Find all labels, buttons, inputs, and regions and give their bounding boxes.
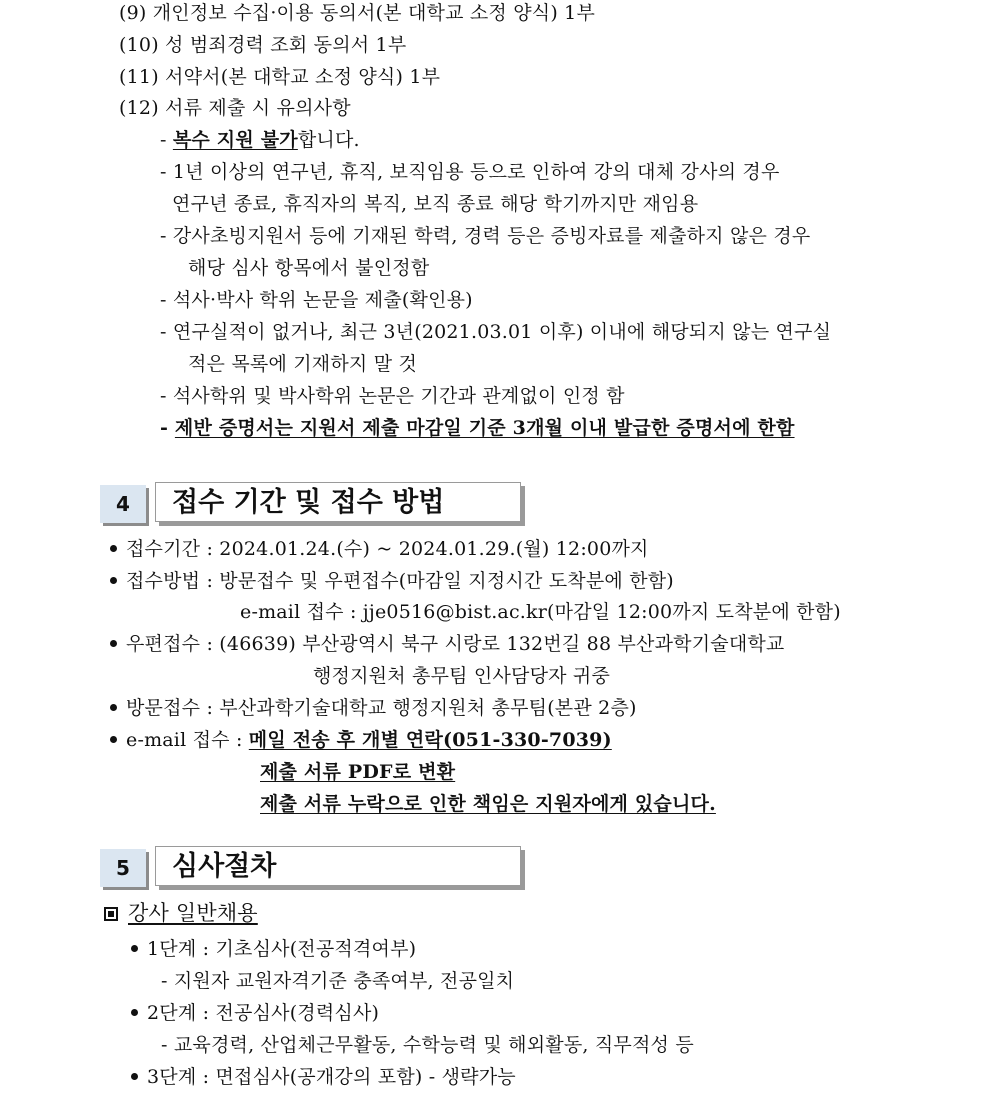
mail-reception xyxy=(110,632,784,656)
mail-reception-recipient: 행정지원처 총무팀 인사담당자 귀중 xyxy=(313,665,611,687)
step-1-text: 1단계 : 기초심사(전공적격여부) xyxy=(147,938,417,960)
visit-reception xyxy=(110,696,637,720)
reception-period-text: 접수기간 : 2024.01.24.(수) ~ 2024.01.29.(월) 12:00까지 xyxy=(126,538,649,560)
section-title: 접수 기간 및 접수 방법 xyxy=(155,482,521,522)
email-responsibility-note: 제출 서류 누락으로 인한 책임은 지원자에게 있습니다. xyxy=(260,793,716,815)
note-sabbatical-line1: - 1년 이상의 연구년, 휴직, 보직임용 등으로 인하여 강의 대체 강사의 경우 xyxy=(160,161,780,183)
step-2-detail: - 교육경력, 산업체근무활동, 수학능력 및 해외활동, 직무적성 등 xyxy=(161,1034,694,1056)
note-thesis: - 석사·박사 학위 논문을 제출(확인용) xyxy=(160,289,473,311)
email-reception-label: e-mail 접수 : xyxy=(126,729,249,751)
bullet-icon xyxy=(110,577,117,584)
subheading-general-hiring xyxy=(104,900,258,926)
note-degree-thesis: - 석사학위 및 박사학위 논문은 기간과 관계없이 인정 함 xyxy=(160,385,625,407)
note-rest: 합니다. xyxy=(297,129,360,151)
step-3 xyxy=(131,1065,516,1089)
bullet-icon xyxy=(110,545,117,552)
mail-reception-text: 우편접수 : (46639) 부산광역시 북구 시랑로 132번길 88 부산과학기술대학교 xyxy=(126,633,785,655)
bullet-icon xyxy=(131,1073,138,1080)
bullet-icon xyxy=(110,736,117,743)
visit-reception-text: 방문접수 : 부산과학기술대학교 행정지원처 총무팀(본관 2층) xyxy=(126,697,637,719)
note-evidence-line1: - 강사초빙지원서 등에 기재된 학력, 경력 등은 증빙자료를 제출하지 않은 경우 xyxy=(160,225,811,247)
note-emphasis: 복수 지원 불가 xyxy=(172,129,298,151)
email-reception xyxy=(110,728,612,752)
reception-method xyxy=(110,569,674,593)
note-emphasis: 제반 증명서는 지원서 제출 마감일 기준 3개월 이내 발급한 증명서에 한함 xyxy=(174,417,795,439)
step-1 xyxy=(131,937,416,961)
step-1-detail: - 지원자 교원자격기준 충족여부, 전공일치 xyxy=(161,970,515,992)
section-number: 5 xyxy=(100,849,146,887)
step-2 xyxy=(131,1001,379,1025)
bullet-icon xyxy=(110,704,117,711)
bullet-icon xyxy=(110,640,117,647)
note-research-line2: 적은 목록에 기재하지 말 것 xyxy=(188,353,418,375)
reception-method-email: e-mail 접수 : jje0516@bist.ac.kr(마감일 12:00까지 도착분에 한함) xyxy=(240,601,841,623)
note-dash: - xyxy=(160,129,173,151)
step-2-text: 2단계 : 전공심사(경력심사) xyxy=(147,1002,380,1024)
note-research-line1: - 연구실적이 없거나, 최근 3년(2021.03.01 이후) 이내에 해당되지 않는 연구실 xyxy=(160,321,832,343)
email-reception-note: 메일 전송 후 개별 연락(051-330-7039) xyxy=(248,729,612,751)
note-sabbatical-line2: 연구년 종료, 휴직자의 복직, 보직 종료 해당 학기까지만 재임용 xyxy=(172,193,699,215)
note-dash: - xyxy=(160,417,175,439)
item-12: (12) 서류 제출 시 유의사항 xyxy=(119,97,351,119)
item-9: (9) 개인정보 수집·이용 동의서(본 대학교 소정 양식) 1부 xyxy=(119,2,596,24)
filled-square-icon xyxy=(104,907,118,921)
note-multiple-application xyxy=(160,128,360,152)
bullet-icon xyxy=(131,1009,138,1016)
note-certificates xyxy=(160,416,795,440)
bullet-icon xyxy=(131,945,138,952)
step-3-text: 3단계 : 면접심사(공개강의 포함) - 생략가능 xyxy=(147,1066,516,1088)
email-pdf-note: 제출 서류 PDF로 변환 xyxy=(260,761,456,783)
subheading-text: 강사 일반채용 xyxy=(128,901,258,925)
reception-method-text: 접수방법 : 방문접수 및 우편접수(마감일 지정시간 도착분에 한함) xyxy=(126,570,674,592)
reception-period xyxy=(110,537,649,561)
section-number: 4 xyxy=(100,485,146,523)
note-evidence-line2: 해당 심사 항목에서 불인정함 xyxy=(188,257,430,279)
section-title: 심사절차 xyxy=(155,846,521,886)
item-10: (10) 성 범죄경력 조회 동의서 1부 xyxy=(119,34,407,56)
item-11: (11) 서약서(본 대학교 소정 양식) 1부 xyxy=(119,66,441,88)
